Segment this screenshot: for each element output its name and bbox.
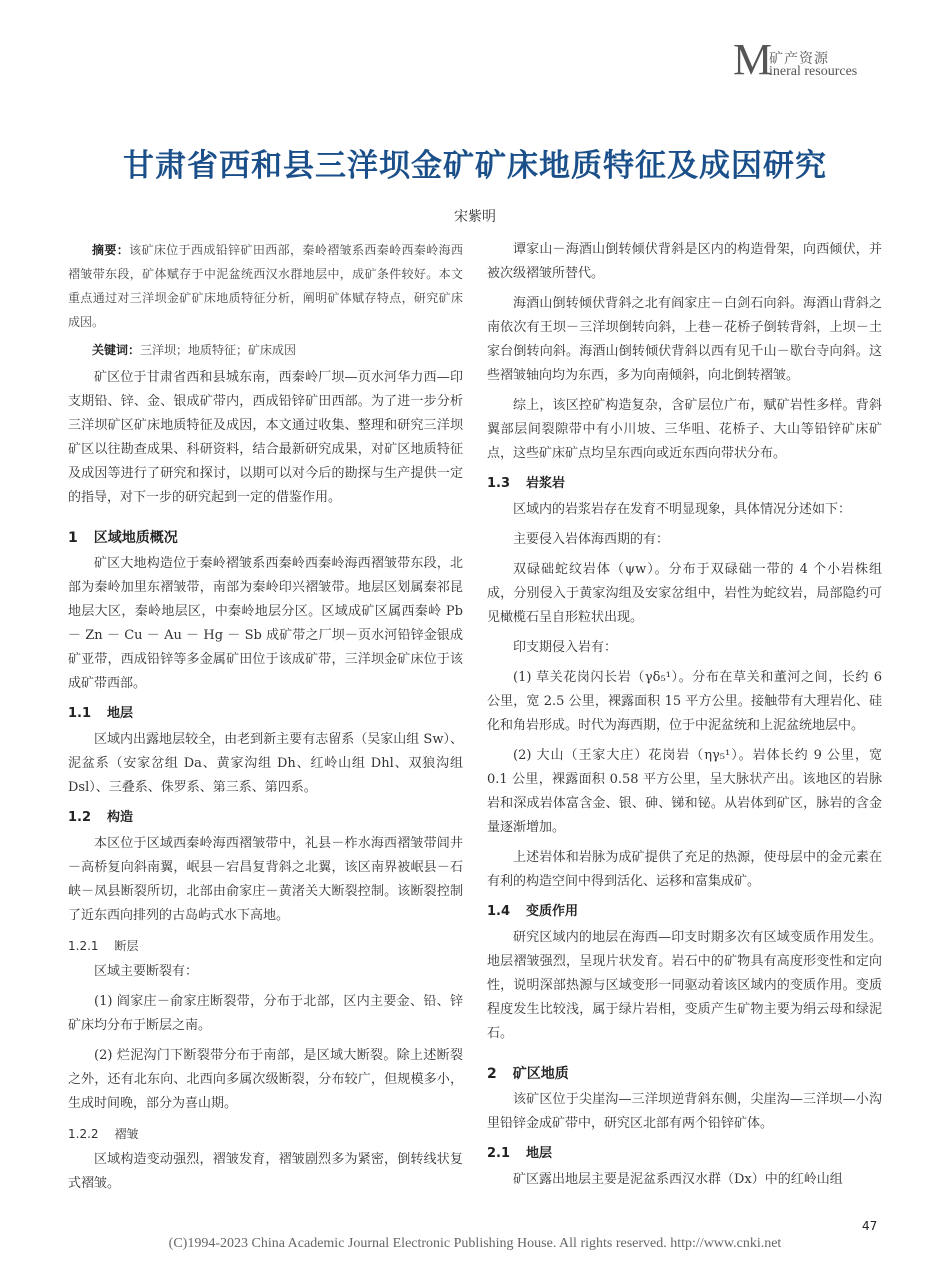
paragraph: 区域内的岩浆岩存在发育不明显现象，具体情况分述如下： xyxy=(513,502,852,517)
section-heading-1: 1 区域地质概况 xyxy=(68,530,178,546)
logo-letter: M xyxy=(733,35,773,84)
keywords-text: 三洋坝；地质特征；矿床成因 xyxy=(140,343,297,357)
paragraph: 谭家山－海酒山倒转倾伏背斜是区内的构造骨架，向西倾伏，并被次级褶皱所替代。 xyxy=(487,242,882,281)
abstract-text: 该矿床位于西成铅锌矿田西部，秦岭褶皱系西秦岭西秦岭海西褶皱带东段，矿体赋存于中泥盆统西汉水群地层中，成矿条件较好。本文重点通过对三洋坝金矿矿床地质特征分析，阐明矿体赋存特点，研究矿床成因。 xyxy=(68,243,463,329)
logo-chinese: 矿产资源 xyxy=(769,51,829,67)
paragraph: 本区位于区域西秦岭海西褶皱带中，礼县－柞水海西褶皱带闾井－高桥复向斜南翼，岷县－宕昌复背斜之北翼，该区南界被岷县－石峡－凤县断裂所切，北部由俞家庄－黄渚关大断裂控制。该断裂控制了近东西向排列的古岛屿式水下高地。 xyxy=(68,836,463,923)
copyright-footer: (C)1994-2023 China Academic Journal Electronic Publishing House. All rights reserved. http://www.cnki.net xyxy=(168,1236,782,1251)
paragraph: 上述岩体和岩脉为成矿提供了充足的热源，使母层中的金元素在有利的构造空间中得到活化、运移和富集成矿。 xyxy=(487,850,882,889)
paragraph: 该矿区位于尖崖沟—三洋坝逆背斜东侧，尖崖沟—三洋坝—小沟里铅锌金成矿带中，研究区北部有两个铅锌矿体。 xyxy=(487,1092,882,1131)
right-column xyxy=(487,238,882,1198)
paragraph: 区域构造变动强烈，褶皱发育，褶皱剧烈多为紧密，倒转线状复式褶皱。 xyxy=(68,1152,463,1191)
section-heading-1-2-1: 1.2.1 断层 xyxy=(68,939,139,953)
logo-english: ineral resources xyxy=(769,64,858,79)
section-heading-2-1: 2.1 地层 xyxy=(487,1146,553,1161)
paragraph: 研究区域内的地层在海西—印支时期多次有区域变质作用发生。地层褶皱强烈，呈现片状发育。岩石中的矿物具有高度形变性和定向性，说明深部热源与区域变形一同驱动着该区域内的变质作用。变质程度发生比较浅，属于绿片岩相，变质产生矿物主要为绢云母和绿泥石。 xyxy=(487,930,882,1041)
section-heading-1-2-2: 1.2.2 褶皱 xyxy=(68,1127,139,1141)
author: 宋紫明 xyxy=(454,209,496,225)
abstract xyxy=(68,238,463,334)
paragraph: (1) 阎家庄－俞家庄断裂带，分布于北部，区内主要金、铅、锌矿床均分布于断层之南。 xyxy=(68,994,463,1033)
section-heading-1-2: 1.2 构造 xyxy=(68,810,134,825)
paragraph: (1) 草关花岗闪长岩（γδ₅¹）。分布在草关和董河之间，长约 6 公里，宽 2.5 公里，裸露面积 15 平方公里。接触带有大理岩化、硅化和角岩形成。时代为海西期，位于中泥盆统和上泥盆统地层中。 xyxy=(487,670,882,733)
page-number: 47 xyxy=(862,1219,878,1233)
journal-logo xyxy=(733,35,893,84)
paragraph: 区域主要断裂有： xyxy=(94,964,199,979)
abstract-label: 摘要： xyxy=(92,243,130,257)
section-heading-1-4: 1.4 变质作用 xyxy=(487,904,579,919)
paragraph: 海酒山倒转倾伏背斜之北有阎家庄－白剑石向斜。海酒山背斜之南依次有王坝－三洋坝倒转向斜，上巷－花桥子倒转背斜，上坝－土家台倒转向斜。海酒山倒转倾伏背斜以西有见千山－歇台寺向斜。这些褶皱轴向均为东西，多为向南倾斜，向北倒转褶皱。 xyxy=(487,296,882,383)
paragraph: 区域内出露地层较全，由老到新主要有志留系（吴家山组 Sw）、泥盆系（安家岔组 Da、黄家沟组 Dh、红岭山组 Dhl、双狼沟组 Dsl）、三叠系、侏罗系、第三系、第四系。 xyxy=(68,732,463,795)
section-heading-1-3: 1.3 岩浆岩 xyxy=(487,476,566,491)
paragraph: 印支期侵入岩有： xyxy=(513,640,618,655)
paragraph: 矿区大地构造位于秦岭褶皱系西秦岭西秦岭海西褶皱带东段，北部为秦岭加里东褶皱带，南部为秦岭印兴褶皱带。地层区划属秦祁昆地层大区，秦岭地层区，中秦岭地层分区。区域成矿区属西秦岭 Pb － Zn － Cu － Au － Hg － Sb 成矿带之厂坝－页水河铅锌金银成矿亚带，西成铅锌等多金属矿田位于该成矿带，三洋坝金矿床位于该成矿带西部。 xyxy=(68,556,463,691)
keywords-label: 关键词： xyxy=(92,343,141,357)
paragraph: (2) 大山（王家大庄）花岗岩（ηγ₅¹）。岩体长约 9 公里，宽 0.1 公里，裸露面积 0.58 平方公里，呈大脉状产出。该地区的岩脉岩和深成岩体富含金、银、砷、锑和铋。从岩体到矿区，脉岩的含金量逐渐增加。 xyxy=(487,748,882,835)
paragraph: 双碌础蛇纹岩体（ψw）。分布于双碌础一带的 4 个小岩株组成，分别侵入于黄家沟组及安家岔组中，岩性为蛇纹岩，局部隐约可见橄榄石呈自形粒状出现。 xyxy=(487,562,882,625)
paragraph: 矿区露出地层主要是泥盆系西汉水群（Dx）中的红岭山组 xyxy=(513,1172,843,1187)
paragraph: 综上，该区控矿构造复杂，含矿层位广布，赋矿岩性多样。背斜翼部层间裂隙带中有小川坡、三华咀、花桥子、大山等铅锌矿床矿点，这些矿床矿点均呈东西向或近东西向带状分布。 xyxy=(487,398,882,461)
paragraph: (2) 烂泥沟门下断裂带分布于南部，是区域大断裂。除上述断裂之外，还有北东向、北西向多属次级断裂，分布较广，但规模多小，生成时间晚，部分为喜山期。 xyxy=(68,1048,463,1111)
keywords xyxy=(68,338,463,362)
intro-paragraph: 矿区位于甘肃省西和县城东南，西秦岭厂坝—页水河华力西—印支期铅、锌、金、银成矿带内，西成铅锌矿田西部。为了进一步分析三洋坝矿区矿床地质特征及成因，本文通过收集、整理和研究三洋坝矿区以往勘查成果、科研资料，结合最新研究成果，对矿区地质特征及成因等进行了研究和探讨，以期可以对今后的勘探与生产提供一定的指导，对下一步的研究起到一定的借鉴作用。 xyxy=(68,370,463,505)
paragraph: 主要侵入岩体海西期的有： xyxy=(513,532,670,547)
paper-title: 甘肃省西和县三洋坝金矿矿床地质特征及成因研究 xyxy=(123,148,827,184)
section-heading-2: 2 矿区地质 xyxy=(487,1066,569,1082)
left-column xyxy=(68,238,463,1202)
section-heading-1-1: 1.1 地层 xyxy=(68,706,134,721)
